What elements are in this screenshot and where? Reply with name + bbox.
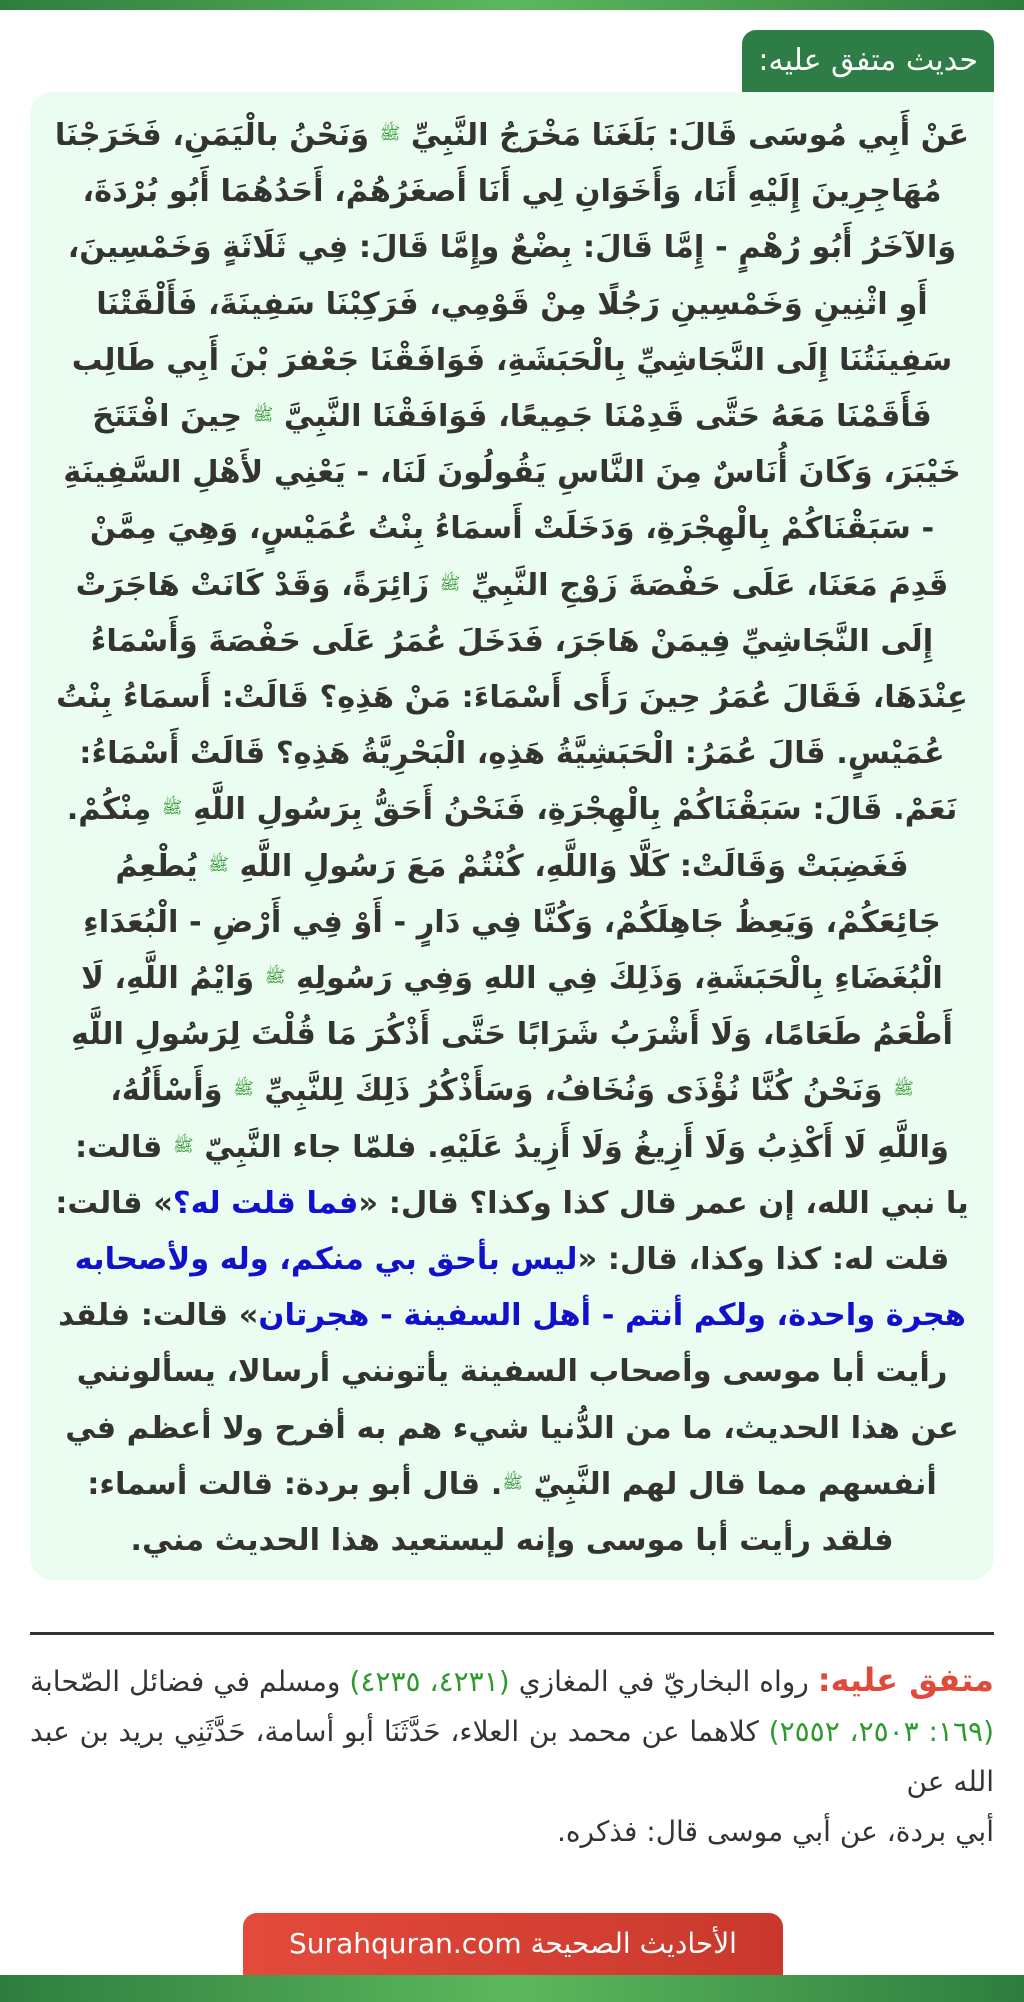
hadith-line: رأيت أبا موسى وأصحاب السفينة يأتونني أرسالا، يسألونني [76,1354,948,1390]
prophet-quote: فما قلت له؟ [172,1185,359,1221]
salutation-icon: ﷺ [252,405,274,426]
hadith-line: أَوِ اثْنِينِ وَخَمْسِينِ رَجُلًا مِنْ قَوْمِي، فَرَكِبْنَا سَفِينَةَ، فَأَلْقَتْنَا [96,286,928,322]
hadith-line: أنفسهم مما قال لهم النَّبِيّ ﷺ. قال أبو بردة: قالت أسماء: [87,1466,937,1502]
salutation-icon: ﷺ [379,124,401,144]
takhrij-label: متفق عليه: [817,1661,994,1699]
salutation-icon: ﷺ [439,573,461,594]
top-decorative-bar [0,0,1024,10]
muslim-refs: (١٦٩: ٢٥٠٣، ٢٥٥٢) [768,1715,994,1748]
hadith-line: يا نبي الله، إن عمر قال كذا وكذا؟ قال: «فما قلت له؟» قالت: [55,1185,969,1221]
takhrij-paragraph: أبي بردة، عن أبي موسى قال: فذكره. [556,1815,994,1848]
hadith-line: فلقد رأيت أبا موسى وإنه ليستعيد هذا الحديث مني. [130,1523,894,1559]
hadith-line: نَعَمْ. قَالَ: سَبَقْنَاكُمْ بِالْهِجْرَةِ، فَنَحْنُ أَحَقُّ بِرَسُولِ اللَّهِ ﷺ مِنْكُمْ. [66,792,958,828]
hadith-line: - سَبَقْنَاكُمْ بِالْهِجْرَةِ، وَدَخَلَتْ أَسمَاءُ بِنْتُ عُمَيْسٍ، وَهِيَ مِمَّنْ [89,511,935,547]
hadith-title-tab [742,30,994,92]
hadith-line: عَنْ أَبِي مُوسَى قَالَ: بَلَغَنَا مَخْرَجُ النَّبِيِّ ﷺ وَنَحْنُ بالْيَمَنِ، فَخَرَجْنَا [54,118,970,153]
hadith-line: وَالآخَرُ أَبُو رُهْمٍ - إِمَّا قَالَ: بِضْعٌ وإِمَّا قَالَ: فِي ثَلَاثَةٍ وَخَمْسِينَ، [67,230,957,266]
salutation-icon: ﷺ [233,1079,254,1100]
hadith-line: سَفِينَتُنَا إِلَى النَّجَاشِيِّ بِالْحَبَشَةِ، فَوَافَقْنَا جَعْفرَ بْنَ أَبِي طَالِب [71,342,953,378]
salutation-icon: ﷺ [208,854,229,875]
takhrij-section [30,1655,994,1857]
salutation-icon: ﷺ [264,967,286,988]
page-title: حديث متفق عليه: [758,43,978,78]
site-brand-button[interactable] [243,1913,783,1975]
hadith-line: خَيْبَرَ، وَكَانَ أُنَاسٌ مِنَ النَّاسِ يَقُولُونَ لَنَا، - يَعْنِي لأَهْلِ السَّفِينَةِ [63,455,961,491]
hadith-line: إِلَى النَّجَاشِيِّ فِيمَنْ هَاجَرَ، فَدَخَلَ عُمَرُ عَلَى حَفْصَةَ وَأَسْمَاءُ [90,623,934,659]
brand-label: الأحاديث الصحيحة Surahquran.com [289,1927,737,1960]
hadith-line: قلت له: كذا وكذا، قال: «ليس بأحق بي منكم، وله ولأصحابه [74,1242,950,1278]
section-divider [30,1632,994,1635]
hadith-line: عُمَيْسٍ. قَالَ عُمَرُ: الْحَبَشِيَّةُ هَذِهِ، الْبَحْرِيَّةُ هَذِهِ؟ قَالَتْ أَسْمَاءُ: [79,736,945,772]
hadith-line: أَطْعَمُ طَعَامًا، وَلَا أَشْرَبُ شَرَابًا حَتَّى أَذْكُرَ مَا قُلْتَ لِرَسُولِ اللَّهِ [71,1017,953,1053]
salutation-icon: ﷺ [893,1079,914,1100]
hadith-line: مُهَاجِرِينَ إِلَيْهِ أَنَا، وَأَخَوَانِ لِي أَنَا أَصغَرُهُمْ، أَحَدُهُمَا أَبُو بُرْدَةَ، [82,174,942,210]
salutation-icon: ﷺ [161,798,183,819]
salutation-icon: ﷺ [173,1135,194,1156]
prophet-quote: هجرة واحدة، ولكم أنتم - أهل السفينة - هجرتان [258,1298,966,1334]
hadith-line: فَأَقَمْنَا مَعَهُ حَتَّى قَدِمْنَا جَمِيعًا، فَوَافَقْنَا النَّبِيَّ ﷺ حِينَ افْتَتَحَ [92,399,932,435]
hadith-line: هجرة واحدة، ولكم أنتم - أهل السفينة - هجرتان» قالت: فلقد [58,1298,966,1334]
hadith-line: جَائِعَكُمْ، وَيَعِظُ جَاهِلَكُمْ، وَكُنَّا فِي دَارٍ - أَوْ فِي أَرْضِ - الْبُعَدَاءِ [83,904,941,940]
hadith-text-box [30,92,994,1580]
hadith-line: عن هذا الحديث، ما من الدُّنيا شيء هم به أفرح ولا أعظم في [65,1410,959,1446]
hadith-line: فَغَضِبَتْ وَقَالَتْ: كَلَّا وَاللَّهِ، كُنْتُمْ مَعَ رَسُولِ اللَّهِ ﷺ يُطْعِمُ [115,848,909,884]
hadith-line: قَدِمَ مَعَنَا، عَلَى حَفْصَةَ زَوْجِ النَّبِيِّ ﷺ زَائِرَةً، وَقَدْ كَانَتْ هَاجَرَتْ [75,567,949,603]
hadith-line: ﷺ وَنَحْنُ كُنَّا نُؤْذَى وَنُخَافُ، وَسَأَذْكُرُ ذَلِكَ لِلنَّبِيِّ ﷺ وَأَسْأَلُهُ، [110,1073,914,1109]
hadith-line: الْبُغَضَاءِ بِالْحَبَشَةِ، وَذَلِكَ فِي اللهِ وَفِي رَسُولِهِ ﷺ وَايْمُ اللَّهِ، لَا [81,961,943,997]
salutation-icon: ﷺ [502,1472,523,1493]
bukhari-refs: (٤٢٣١، ٤٢٣٥) [349,1665,510,1698]
hadith-line: وَاللَّهِ لَا أَكْذِبُ وَلَا أَزِيغُ وَلَا أَزِيدُ عَلَيْهِ. فلمّا جاء النَّبِيّ ﷺ قالت: [75,1129,949,1165]
takhrij-paragraph: متفق عليه: رواه البخاريّ في المغازي (٤٢٣١، ٤٢٣٥) ومسلم في فضائل الصّحابة (١٦٩: ٢٥٠٣، ٢٥٥٢) كلاهما عن محمد بن العلاء، حَدَّثَنَا أبو أسامة، حَدَّثَنِي بريد بن عبد الله عن [30,1661,994,1798]
bottom-decorative-bar [0,1975,1024,2002]
prophet-quote: ليس بأحق بي منكم، وله ولأصحابه [74,1242,578,1278]
hadith-line: عِنْدَهَا، فَقَالَ عُمَرُ حِينَ رَأَى أَسْمَاءَ: مَنْ هَذِهِ؟ قَالَتْ: أَسمَاءُ بِنْتُ [56,680,968,716]
